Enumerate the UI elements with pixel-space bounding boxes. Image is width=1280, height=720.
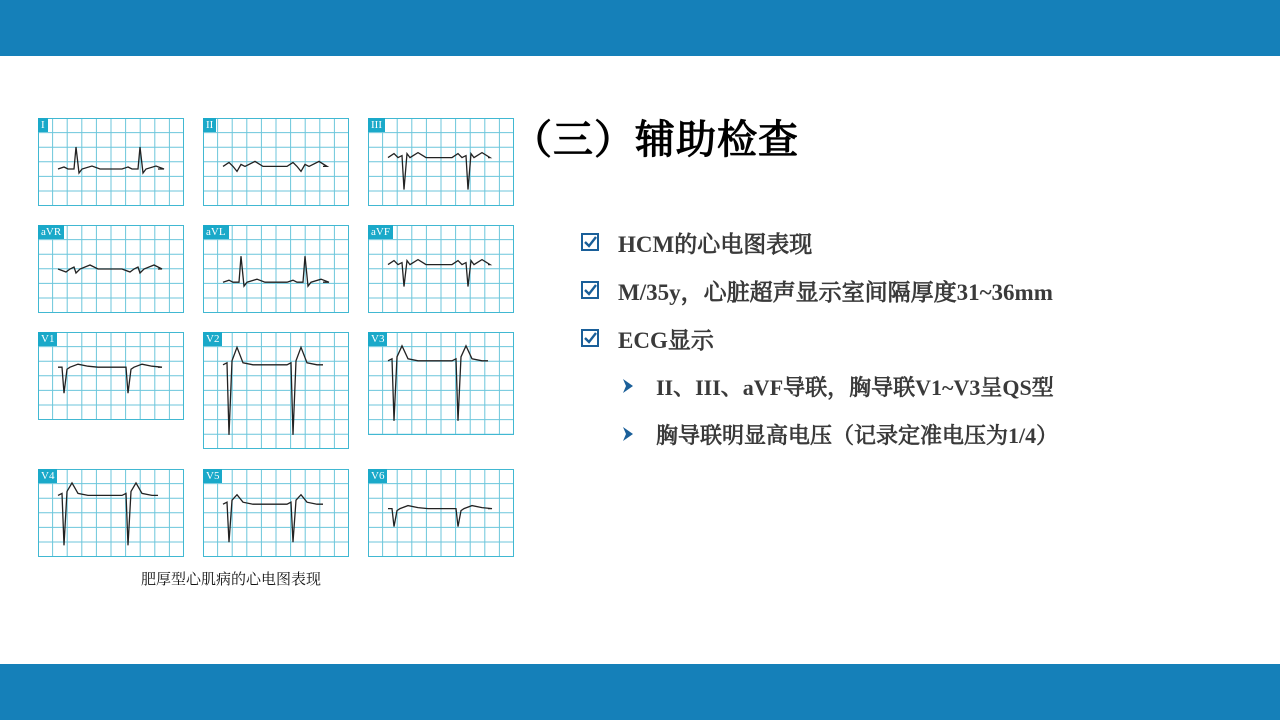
ecg-grid	[368, 118, 514, 206]
bullet-item	[580, 218, 1260, 266]
ecg-trace	[388, 153, 490, 190]
bullet-text: M/35y，心脏超声显示室间隔厚度31~36mm	[618, 279, 1053, 305]
lead-label: V5	[203, 469, 222, 483]
lead-label: V2	[203, 332, 222, 346]
ecg-lead-v1	[38, 332, 184, 420]
ecg-grid	[38, 118, 184, 206]
slide-title: （三）辅助检查	[512, 117, 799, 163]
bullet-list	[580, 218, 1260, 458]
arrow-icon	[618, 424, 656, 444]
ecg-trace	[223, 495, 323, 543]
ecg-trace	[388, 260, 490, 287]
sub-bullet-item	[580, 410, 1260, 458]
lead-label: I	[38, 118, 48, 132]
header-band	[0, 0, 1280, 56]
arrow-icon	[618, 376, 656, 396]
footer-band	[0, 664, 1280, 720]
bullet-text: HCM的心电图表现	[618, 231, 813, 257]
ecg-lead-i	[38, 118, 184, 206]
ecg-lead-ii	[203, 118, 349, 206]
checkbox-icon	[580, 232, 618, 252]
ecg-trace	[58, 364, 162, 393]
lead-label: aVL	[203, 225, 229, 239]
ecg-grid	[203, 469, 349, 557]
ecg-lead-avl	[203, 225, 349, 313]
ecg-grid	[203, 118, 349, 206]
sub-bullet-text: II、III、aVF导联，胸导联V1~V3呈QS型	[656, 374, 1054, 400]
bullet-text: ECG显示	[618, 327, 714, 353]
ecg-lead-avf	[368, 225, 514, 313]
ecg-lead-avr	[38, 225, 184, 313]
lead-label: V4	[38, 469, 57, 483]
bullet-item	[580, 266, 1260, 314]
ecg-trace	[58, 483, 158, 546]
ecg-grid	[368, 469, 514, 557]
ecg-lead-v4	[38, 469, 184, 557]
checkbox-icon	[580, 328, 618, 348]
lead-label: aVR	[38, 225, 64, 239]
ecg-grid	[38, 332, 184, 420]
ecg-lead-v2	[203, 332, 349, 449]
checkbox-icon	[580, 280, 618, 300]
ecg-lead-v3	[368, 332, 514, 435]
lead-label: V6	[368, 469, 387, 483]
ecg-lead-v6	[368, 469, 514, 557]
ecg-grid	[368, 332, 514, 435]
lead-label: V1	[38, 332, 57, 346]
lead-label: II	[203, 118, 216, 132]
ecg-lead-iii	[368, 118, 514, 206]
ecg-grid	[38, 469, 184, 557]
ecg-trace	[388, 346, 488, 421]
lead-label: V3	[368, 332, 387, 346]
bullet-item	[580, 314, 1260, 362]
ecg-trace	[223, 347, 323, 435]
lead-label: III	[368, 118, 385, 132]
sub-bullet-item	[580, 362, 1260, 410]
ecg-trace	[223, 161, 327, 171]
lead-label: aVF	[368, 225, 393, 239]
ecg-lead-v5	[203, 469, 349, 557]
figure-caption: 肥厚型心肌病的心电图表现	[141, 570, 322, 588]
ecg-trace	[388, 506, 492, 527]
ecg-grid	[203, 332, 349, 449]
sub-bullet-text: 胸导联明显高电压（记录定准电压为1/4）	[656, 422, 1059, 448]
